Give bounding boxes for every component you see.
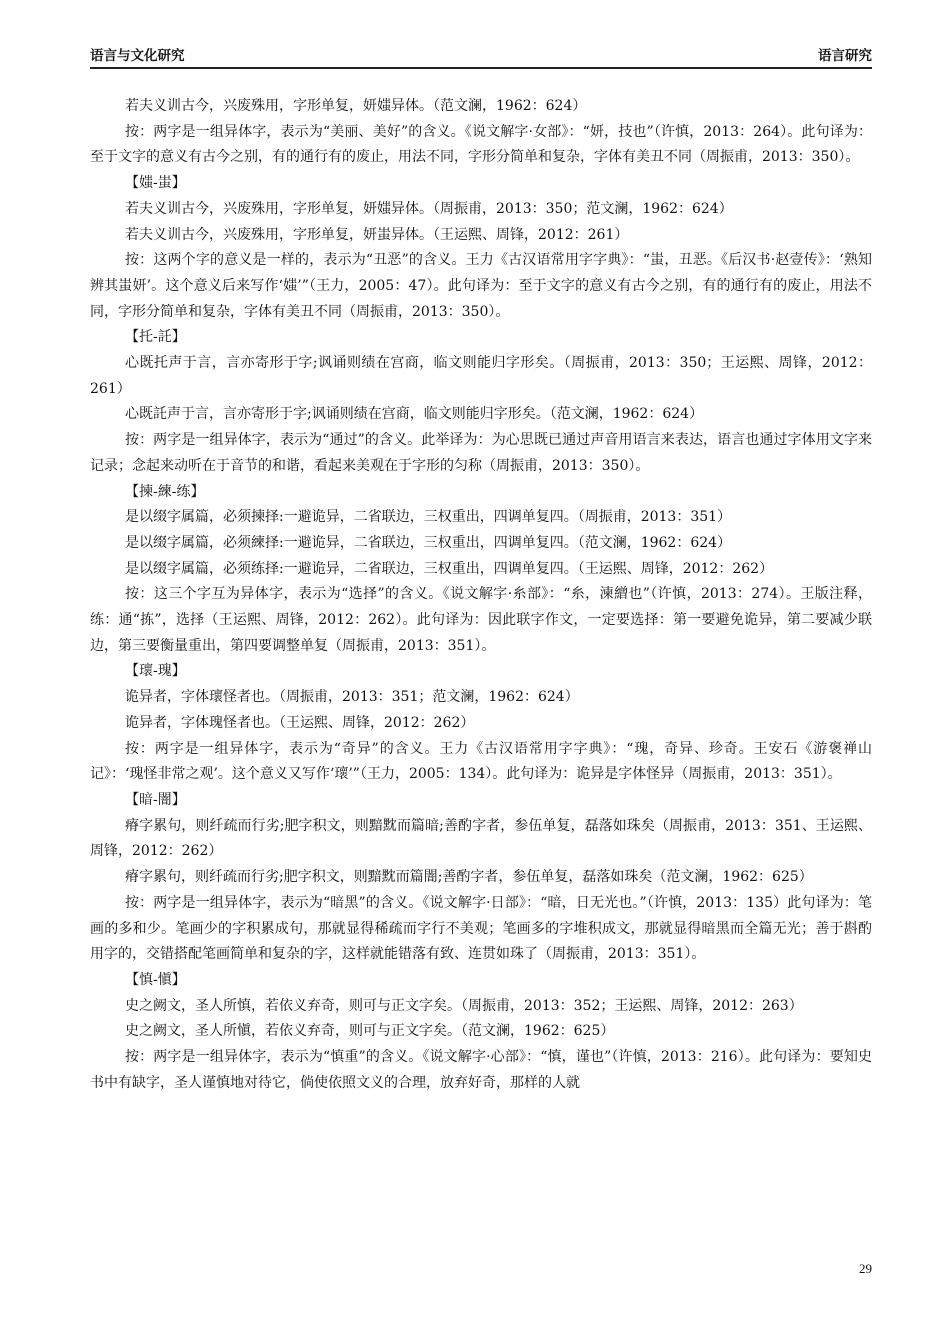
paragraph: 若夫义训古今，兴废殊用，字形单复，妍媸异体。（范文澜，1962：624） [125,98,587,114]
paragraph: 心既託声于言，言亦寄形于字;讽诵则绩在宫商，临文则能归字形矣。（范文澜，1962：624） [125,406,704,423]
paragraph: 心既托声于言，言亦寄形于字;讽诵则绩在宫商，临文则能归字形矣。（周振甫，2013：350；王运熙、周锋，2012：261） [90,355,872,397]
paragraph: 诡异者，字体瓌怪者也。（周振甫，2013：351；范文澜，1962：624） [125,689,579,706]
paragraph: 是以缀字属篇，必须练择:一避诡异，二省联边，三权重出，四调单复四。（王运熙、周锋，2012：262） [125,560,774,577]
paragraph: 瘠字累句，则纤疏而行劣;肥字积文，则黯黕而篇暗;善酌字者，参伍单复，磊落如珠矣（周振甫，2013：351、王运熙、周锋，2012：262） [90,817,872,860]
paragraph: 按：两字是一组异体字，表示为“暗黑”的含义。《说文解字·日部》：“暗，日无光也。”（许慎，2013：135）此句译为：笔画的多和少。笔画少的字积累成句，那就显得稀疏而字行不美观；笔画多的字堆积成文，那就显得暗黑而全篇无光；善于斟酌用字的，交错搭配笔画简单和复杂的字，这样就能错落有致、连贯如珠了（周振甫，2013：351）。 [90,894,872,963]
entry-heading: 【暗-闇】 [125,791,186,808]
paragraph: 按：这两个字的意义是一样的，表示为“丑恶”的含义。王力《古汉语常用字字典》：“蚩，丑恶。《后汉书·赵壹传》：‘熟知辨其蚩妍’。这个意义后来写作‘媸’”（王力，2005：47）。此句译为：至于文字的意义有古今之别，有的通行有的废止，用法不同，字形分简单和复杂，字体有美丑不同（周振甫，2013：350）。 [90,252,872,320]
entry-heading: 【媸-蚩】 [125,175,186,192]
paragraph: 按：两字是一组异体字，表示为“通过”的含义。此举译为：为心思既已通过声音用语言来表达，语言也通过字体用文字来记录；念起来动听在于音节的和谐，看起来美观在于字形的匀称（周振甫，2013：350）。 [90,432,872,474]
paragraph: 史之阙文，圣人所愼，若依义弃奇，则可与正文字矣。（范文澜，1962：625） [125,1023,615,1040]
paragraph: 诡异者，字体瑰怪者也。（王运熙、周锋，2012：262） [125,714,475,731]
paragraph: 若夫义训古今，兴废殊用，字形单复，妍媸异体。（周振甫，2013：350；范文澜，1962：624） [125,200,733,217]
page-number: 29 [859,1261,872,1276]
entry-heading: 【瓌-瑰】 [125,663,186,680]
header-rule [90,67,872,69]
paragraph: 是以缀字属篇，必须練择:一避诡异，二省联边，三权重出，四调单复四。（范文澜，1962：624） [125,534,732,551]
entry-heading: 【慎-愼】 [125,971,186,988]
paragraph: 瘠字累句，则纤疏而行劣;肥字积文，则黯黕而篇闇;善酌字者，参伍单复，磊落如珠矣（范文澜，1962：625） [125,869,813,886]
paragraph: 若夫义训古今，兴废殊用，字形单复，妍蚩异体。（王运熙、周锋，2012：261） [125,226,629,243]
paragraph: 按：两字是一组异体字，表示为“奇异”的含义。王力《古汉语常用字字典》：“瑰，奇异、珍奇。王安石《游褒禅山记》：‘瑰怪非常之观’。这个意义又写作‘瓌’”（王力，2005：134）。此句译为：诡异是字体怪异（周振甫，2013：351）。 [90,740,872,783]
running-header [90,40,872,70]
paragraph: 按：这三个字互为异体字，表示为“选择”的含义。《说文解字·糸部》：“糸，湅繒也”（许慎，2013：274）。王版注释，练：通“拣”，选择（王运熙、周锋，2012：262）。此句译为：因此联字作文，一定要选择：第一要避免诡异，第二要减少联边，第三要衡量重出，第四要调整单复（周振甫，2013：351）。 [90,586,872,654]
section-title: 语言研究 [818,48,872,64]
paragraph: 按：两字是一组异体字，表示为“美丽、美好”的含义。《说文解字·女部》：“妍，技也”（许慎，2013：264）。此句译为：至于文字的意义有古今之别，有的通行有的废止，用法不同，字形分简单和复杂，字体有美丑不同（周振甫，2013：350）。 [90,123,872,166]
paragraph: 按：两字是一组异体字，表示为“慎重”的含义。《说文解字·心部》：“慎，谨也”（许慎，2013：216）。此句译为：要知史书中有缺字，圣人谨慎地对待它，倘使依照文义的合理，放弃好奇，那样的人就 [90,1049,872,1091]
paragraph: 史之阙文，圣人所慎，若依义弃奇，则可与正文字矣。（周振甫，2013：352；王运熙、周锋，2012：263） [125,997,803,1014]
journal-title: 语言与文化研究 [90,48,185,64]
paragraph: 是以缀字属篇，必须揀择:一避诡异，二省联边，三权重出，四调单复四。（周振甫，2013：351） [125,509,732,526]
entry-heading: 【揀-練-练】 [125,483,205,500]
entry-heading: 【托-託】 [125,329,186,346]
article-body [90,94,872,1096]
